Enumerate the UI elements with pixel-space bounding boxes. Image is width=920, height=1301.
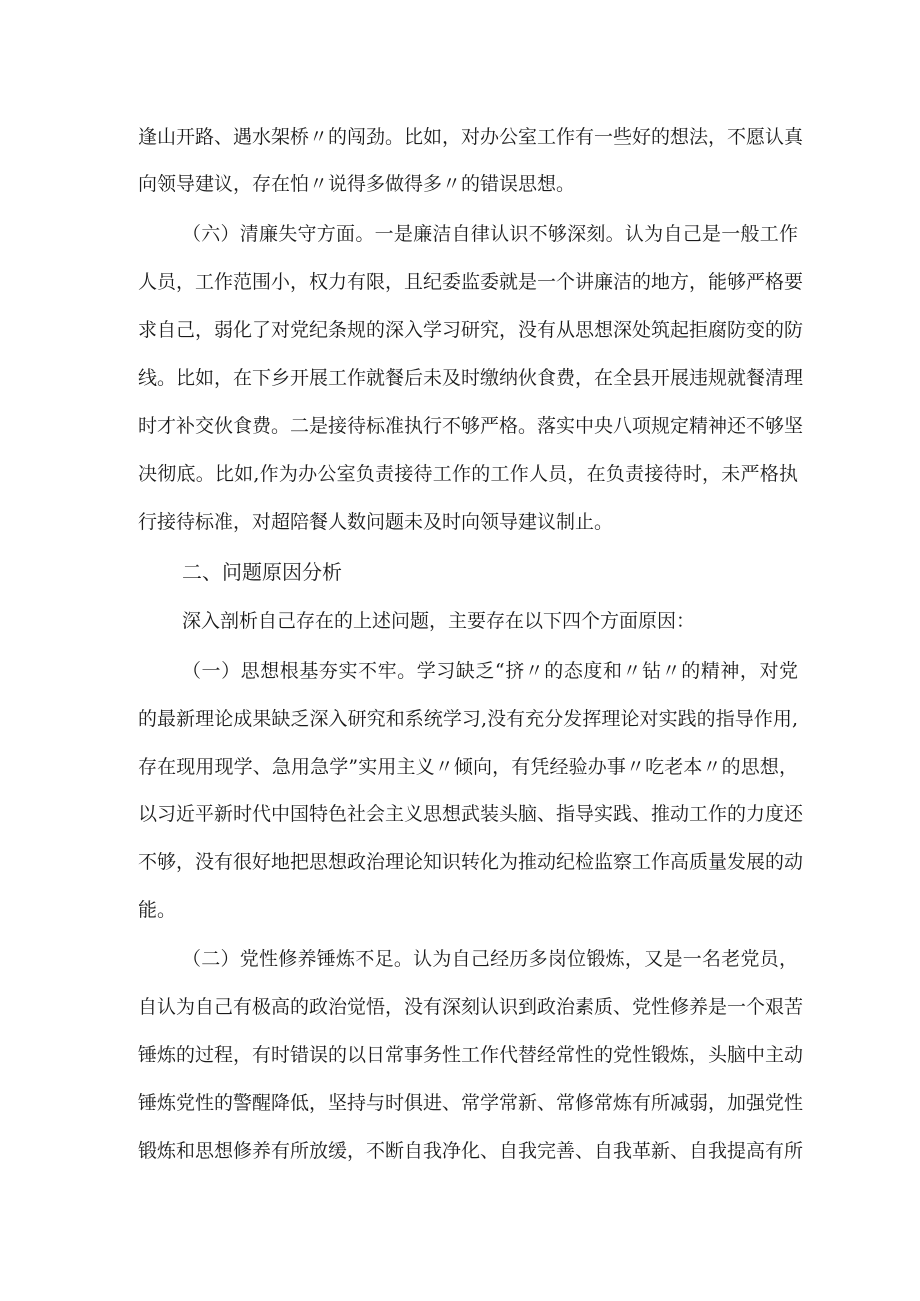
- paragraph-line: 时才补交伙食费。二是接待标准执行不够严格。落实中央八项规定精神还不够坚: [138, 415, 804, 437]
- paragraph-line: 深入剖析自己存在的上述问题，主要存在以下四个方面原因：: [182, 610, 696, 632]
- paragraph-line: 锤炼的过程，有时错误的以日常事务性工作代替经常性的党性锻炼，头脑中主动: [138, 1044, 804, 1066]
- paragraph-line: 决彻底。比如,作为办公室负责接待工作的工作人员，在负责接待时，未严格执: [138, 463, 798, 485]
- paragraph-line: 锻炼和思想修养有所放缓，不断自我净化、自我完善、自我革新、自我提高有所: [138, 1140, 804, 1162]
- paragraph-line: 行接待标准，对超陪餐人数问题未及时向领导建议制止。: [138, 511, 614, 533]
- paragraph-line: 逢山开路、遇水架桥〃的闯劲。比如，对办公室工作有一些好的想法，不愿认真: [138, 126, 804, 148]
- paragraph-line: （六）清廉失守方面。一是廉洁自律认识不够深刻。认为自己是一般工作: [182, 223, 798, 245]
- section-heading: 二、问题原因分析: [182, 560, 342, 584]
- paragraph-line: 以习近平新时代中国特色社会主义思想武装头脑、指导实践、推动工作的力度还: [138, 803, 804, 825]
- paragraph-line: 锤炼党性的警醒降低，坚持与时俱进、常学常新、常修常炼有所减弱，加强党性: [138, 1092, 804, 1114]
- paragraph-line: （二）党性修养锤炼不足。认为自己经历多岗位锻炼，又是一名老党员，: [182, 948, 798, 970]
- paragraph-line: （一）思想根基夯实不牢。学习缺乏“挤〃的态度和〃钻〃的精神，对党: [182, 660, 798, 682]
- paragraph-line: 人员，工作范围小，权力有限，且纪委监委就是一个讲廉洁的地方，能够严格要: [138, 271, 804, 293]
- paragraph-line: 向领导建议，存在怕〃说得多做得多〃的错误思想。: [138, 173, 576, 195]
- paragraph-line: 自认为自己有极高的政治觉悟，没有深刻认识到政治素质、党性修养是一个艰苦: [138, 996, 804, 1018]
- paragraph-line: 求自己，弱化了对党纪条规的深入学习研究，没有从思想深处筑起拒腐防变的防: [138, 319, 804, 341]
- paragraph-line: 不够，没有很好地把思想政治理论知识转化为推动纪检监察工作高质量发展的动: [138, 851, 804, 873]
- paragraph-line: 线。比如，在下乡开展工作就餐后未及时缴纳伙食费，在全县开展违规就餐清理: [138, 367, 804, 389]
- paragraph-line: 能。: [138, 899, 177, 921]
- paragraph-line: 的最新理论成果缺乏深入研究和系统学习,没有充分发挥理论对实践的指导作用,: [138, 708, 798, 730]
- paragraph-line: 存在现用现学、急用急学”实用主义〃倾向，有凭经验办事〃吃老本〃的思想，: [138, 756, 798, 778]
